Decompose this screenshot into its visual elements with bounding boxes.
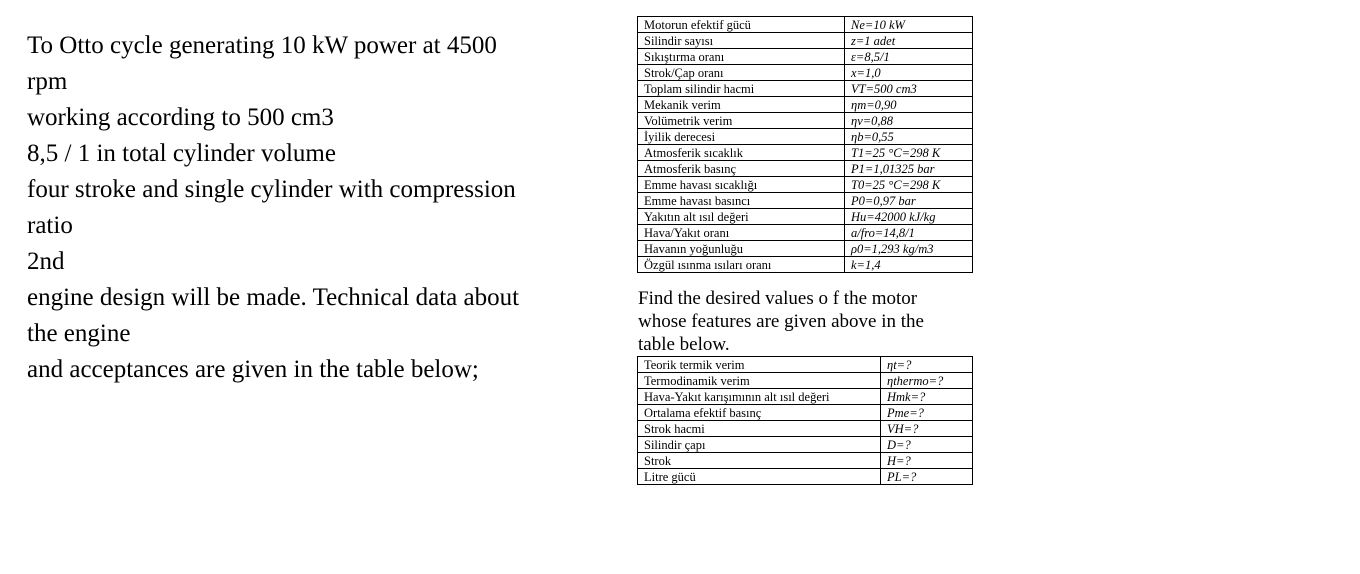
table-row: [638, 145, 973, 161]
question-value: PL=?: [881, 469, 973, 485]
spec-value: ηm=0,90: [845, 97, 973, 113]
spec-label: Yakıtın alt ısıl değeri: [638, 209, 845, 225]
table-row: [638, 453, 973, 469]
spec-label: Mekanik verim: [638, 97, 845, 113]
table-row: [638, 437, 973, 453]
spec-value: ηb=0,55: [845, 129, 973, 145]
question-label: Strok: [638, 453, 881, 469]
spec-label: Özgül ısınma ısıları oranı: [638, 257, 845, 273]
question-value: Pme=?: [881, 405, 973, 421]
spec-label: Motorun efektif gücü: [638, 17, 845, 33]
spec-value: P0=0,97 bar: [845, 193, 973, 209]
intro-line: working according to 500 cm3: [27, 104, 334, 131]
spec-value: VT=500 cm3: [845, 81, 973, 97]
question-value: VH=?: [881, 421, 973, 437]
spec-value: z=1 adet: [845, 33, 973, 49]
spec-label: Emme havası sıcaklığı: [638, 177, 845, 193]
spec-label: Atmosferik sıcaklık: [638, 145, 845, 161]
spec-label: Toplam silindir hacmi: [638, 81, 845, 97]
spec-value: k=1,4: [845, 257, 973, 273]
spec-label: İyilik derecesi: [638, 129, 845, 145]
spec-label: Hava/Yakıt oranı: [638, 225, 845, 241]
table-row: [638, 97, 973, 113]
intro-line: the engine: [27, 320, 131, 347]
spec-value: Ne=10 kW: [845, 17, 973, 33]
spec-label: Strok/Çap oranı: [638, 65, 845, 81]
question-label: Hava-Yakıt karışımının alt ısıl değeri: [638, 389, 881, 405]
table-row: [638, 357, 973, 373]
intro-text: [27, 28, 607, 388]
intro-line: 8,5 / 1 in total cylinder volume: [27, 140, 336, 167]
spec-label: Atmosferik basınç: [638, 161, 845, 177]
find-instructions: [638, 287, 968, 356]
spec-value: x=1,0: [845, 65, 973, 81]
table-row: [638, 405, 973, 421]
spec-value: a/fro=14,8/1: [845, 225, 973, 241]
find-line: Find the desired values o f the motor: [638, 288, 918, 309]
spec-label: Silindir sayısı: [638, 33, 845, 49]
table-row: [638, 469, 973, 485]
find-line: table below.: [638, 334, 730, 355]
question-label: Teorik termik verim: [638, 357, 881, 373]
question-label: Strok hacmi: [638, 421, 881, 437]
spec-value: T1=25 °C=298 K: [845, 145, 973, 161]
intro-line: 2nd: [27, 248, 65, 275]
table-row: [638, 193, 973, 209]
table-row: [638, 81, 973, 97]
question-label: Litre gücü: [638, 469, 881, 485]
table-row: [638, 241, 973, 257]
question-label: Ortalama efektif basınç: [638, 405, 881, 421]
spec-label: Sıkıştırma oranı: [638, 49, 845, 65]
table-row: [638, 161, 973, 177]
spec-value: Hu=42000 kJ/kg: [845, 209, 973, 225]
question-value: ηthermo=?: [881, 373, 973, 389]
table-row: [638, 65, 973, 81]
intro-line: rpm: [27, 68, 68, 95]
intro-line: four stroke and single cylinder with compression: [27, 176, 516, 203]
question-value: Hmk=?: [881, 389, 973, 405]
spec-label: Volümetrik verim: [638, 113, 845, 129]
table-row: [638, 421, 973, 437]
table-row: [638, 33, 973, 49]
table-row: [638, 113, 973, 129]
intro-line: ratio: [27, 212, 73, 239]
question-value: ηt=?: [881, 357, 973, 373]
table-row: [638, 373, 973, 389]
spec-value: ε=8,5/1: [845, 49, 973, 65]
engine-spec-table: [637, 16, 973, 273]
table-row: [638, 129, 973, 145]
intro-line: and acceptances are given in the table below;: [27, 356, 479, 383]
spec-label: Emme havası basıncı: [638, 193, 845, 209]
table-row: [638, 49, 973, 65]
table-row: [638, 209, 973, 225]
intro-line: engine design will be made. Technical data about: [27, 284, 520, 311]
question-label: Silindir çapı: [638, 437, 881, 453]
intro-line: To Otto cycle generating 10 kW power at 4500: [27, 32, 497, 59]
question-value: H=?: [881, 453, 973, 469]
questions-table: [637, 356, 973, 485]
spec-value: ρ0=1,293 kg/m3: [845, 241, 973, 257]
table-row: [638, 257, 973, 273]
spec-value: T0=25 °C=298 K: [845, 177, 973, 193]
question-label: Termodinamik verim: [638, 373, 881, 389]
question-value: D=?: [881, 437, 973, 453]
table-row: [638, 17, 973, 33]
find-line: whose features are given above in the: [638, 311, 924, 332]
table-row: [638, 177, 973, 193]
table-row: [638, 225, 973, 241]
spec-value: P1=1,01325 bar: [845, 161, 973, 177]
spec-label: Havanın yoğunluğu: [638, 241, 845, 257]
table-row: [638, 389, 973, 405]
spec-value: ηv=0,88: [845, 113, 973, 129]
